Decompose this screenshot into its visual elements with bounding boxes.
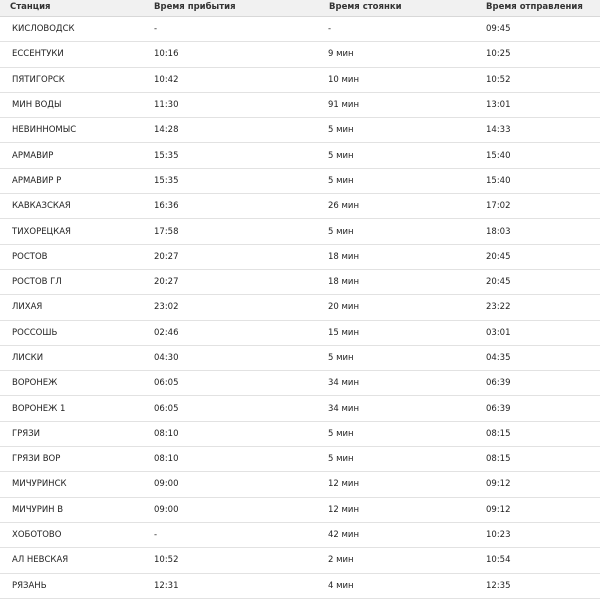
table-header <box>0 0 600 17</box>
cell-station: ЕССЕНТУКИ <box>12 49 64 60</box>
cell-arrival: 15:35 <box>154 175 179 186</box>
cell-departure: 13:01 <box>486 100 511 111</box>
table-row <box>0 42 600 67</box>
table-row <box>0 169 600 194</box>
cell-departure: 06:39 <box>486 403 511 414</box>
cell-stop: 5 мин <box>328 175 354 186</box>
table-row <box>0 143 600 168</box>
cell-arrival: 02:46 <box>154 327 179 338</box>
cell-stop: 26 мин <box>328 201 360 212</box>
cell-station: АРМАВИР <box>12 150 54 161</box>
cell-station: КИСЛОВОДСК <box>12 24 75 35</box>
cell-stop: 15 мин <box>328 327 360 338</box>
cell-departure: 09:12 <box>486 479 511 490</box>
cell-arrival: 15:35 <box>154 150 179 161</box>
cell-stop: 10 мин <box>328 74 360 85</box>
table-row <box>0 194 600 219</box>
table-row <box>0 321 600 346</box>
cell-arrival: 14:28 <box>154 125 179 136</box>
cell-departure: 15:40 <box>486 175 511 186</box>
cell-arrival: 09:00 <box>154 504 179 515</box>
table-row <box>0 295 600 320</box>
cell-arrival: 23:02 <box>154 302 179 313</box>
cell-arrival: 06:05 <box>154 403 179 414</box>
cell-station: ЛИХАЯ <box>12 302 43 313</box>
table-row <box>0 68 600 93</box>
cell-station: АЛ НЕВСКАЯ <box>12 555 69 566</box>
cell-station: АРМАВИР Р <box>12 175 62 186</box>
cell-arrival: 10:42 <box>154 74 179 85</box>
cell-departure: 18:03 <box>486 226 511 237</box>
cell-stop: 18 мин <box>328 277 360 288</box>
cell-departure: 10:52 <box>486 74 511 85</box>
table-row <box>0 17 600 42</box>
header-departure: Время отправления <box>486 2 583 12</box>
cell-station: ПЯТИГОРСК <box>12 74 65 85</box>
cell-departure: 17:02 <box>486 201 511 212</box>
cell-stop: 12 мин <box>328 479 360 490</box>
table-row <box>0 523 600 548</box>
cell-station: ГРЯЗИ <box>12 428 41 439</box>
cell-stop: 12 мин <box>328 504 360 515</box>
cell-station: КАВКАЗСКАЯ <box>12 201 71 212</box>
cell-arrival: 20:27 <box>154 277 179 288</box>
cell-stop: 20 мин <box>328 302 360 313</box>
cell-station: ЛИСКИ <box>12 353 44 363</box>
cell-arrival: 06:05 <box>154 378 179 389</box>
cell-station: РОССОШЬ <box>12 327 58 338</box>
cell-stop: 4 мин <box>328 580 354 591</box>
cell-departure: 10:25 <box>486 49 511 60</box>
table-row <box>0 118 600 143</box>
table-row <box>0 574 600 599</box>
cell-station: ТИХОРЕЦКАЯ <box>12 226 71 237</box>
cell-departure: 04:35 <box>486 353 511 363</box>
cell-stop: 5 мин <box>328 150 354 161</box>
cell-stop: 5 мин <box>328 125 354 136</box>
header-arrival: Время прибытия <box>154 2 236 12</box>
cell-stop: 5 мин <box>328 353 354 363</box>
header-station: Станция <box>10 2 51 12</box>
table-body <box>0 17 600 599</box>
cell-station: МИЧУРИНСК <box>12 479 67 490</box>
cell-stop: 2 мин <box>328 555 354 566</box>
cell-departure: 09:12 <box>486 504 511 515</box>
cell-arrival: 08:10 <box>154 428 179 439</box>
cell-arrival: 10:16 <box>154 49 179 60</box>
table-row <box>0 219 600 244</box>
cell-station: ГРЯЗИ ВОР <box>12 454 61 465</box>
cell-station: РЯЗАНЬ <box>12 580 47 591</box>
cell-station: МИН ВОДЫ <box>12 100 62 111</box>
cell-station: ХОБОТОВО <box>12 530 62 541</box>
table-row <box>0 346 600 371</box>
cell-stop: 18 мин <box>328 251 360 262</box>
cell-stop: 34 мин <box>328 403 360 414</box>
cell-departure: 10:23 <box>486 530 511 541</box>
cell-departure: 09:45 <box>486 24 511 35</box>
table-row <box>0 93 600 118</box>
table-row <box>0 498 600 523</box>
cell-stop: 5 мин <box>328 226 354 237</box>
cell-arrival: 17:58 <box>154 226 179 237</box>
cell-station: НЕВИННОМЫС <box>12 125 77 136</box>
cell-arrival: 04:30 <box>154 353 179 363</box>
table-row <box>0 548 600 573</box>
cell-arrival: 12:31 <box>154 580 179 591</box>
cell-departure: 15:40 <box>486 150 511 161</box>
table-row <box>0 270 600 295</box>
cell-station: МИЧУРИН В <box>12 504 64 515</box>
table-row <box>0 396 600 421</box>
cell-departure: 20:45 <box>486 277 511 288</box>
cell-station: РОСТОВ <box>12 251 48 262</box>
cell-arrival: 11:30 <box>154 100 179 111</box>
cell-station: ВОРОНЕЖ 1 <box>12 403 66 414</box>
cell-departure: 06:39 <box>486 378 511 389</box>
table-row <box>0 371 600 396</box>
cell-stop: 9 мин <box>328 49 354 60</box>
cell-arrival: - <box>154 24 158 35</box>
cell-station: ВОРОНЕЖ <box>12 378 58 389</box>
cell-arrival: - <box>154 530 158 541</box>
cell-arrival: 20:27 <box>154 251 179 262</box>
cell-departure: 08:15 <box>486 454 511 465</box>
table-row <box>0 245 600 270</box>
header-stop: Время стоянки <box>329 2 402 12</box>
table-row <box>0 422 600 447</box>
cell-stop: 34 мин <box>328 378 360 389</box>
cell-departure: 14:33 <box>486 125 511 136</box>
cell-departure: 08:15 <box>486 428 511 439</box>
cell-stop: 91 мин <box>328 100 360 111</box>
cell-stop: - <box>328 24 332 35</box>
cell-departure: 20:45 <box>486 251 511 262</box>
cell-stop: 5 мин <box>328 428 354 439</box>
cell-arrival: 08:10 <box>154 454 179 465</box>
cell-arrival: 16:36 <box>154 201 179 212</box>
cell-stop: 5 мин <box>328 454 354 465</box>
cell-arrival: 10:52 <box>154 555 179 566</box>
table-row <box>0 472 600 497</box>
cell-station: РОСТОВ ГЛ <box>12 277 62 288</box>
table-row <box>0 447 600 472</box>
cell-departure: 03:01 <box>486 327 511 338</box>
cell-arrival: 09:00 <box>154 479 179 490</box>
cell-stop: 42 мин <box>328 530 360 541</box>
cell-departure: 23:22 <box>486 302 511 313</box>
cell-departure: 12:35 <box>486 580 511 591</box>
cell-departure: 10:54 <box>486 555 511 566</box>
